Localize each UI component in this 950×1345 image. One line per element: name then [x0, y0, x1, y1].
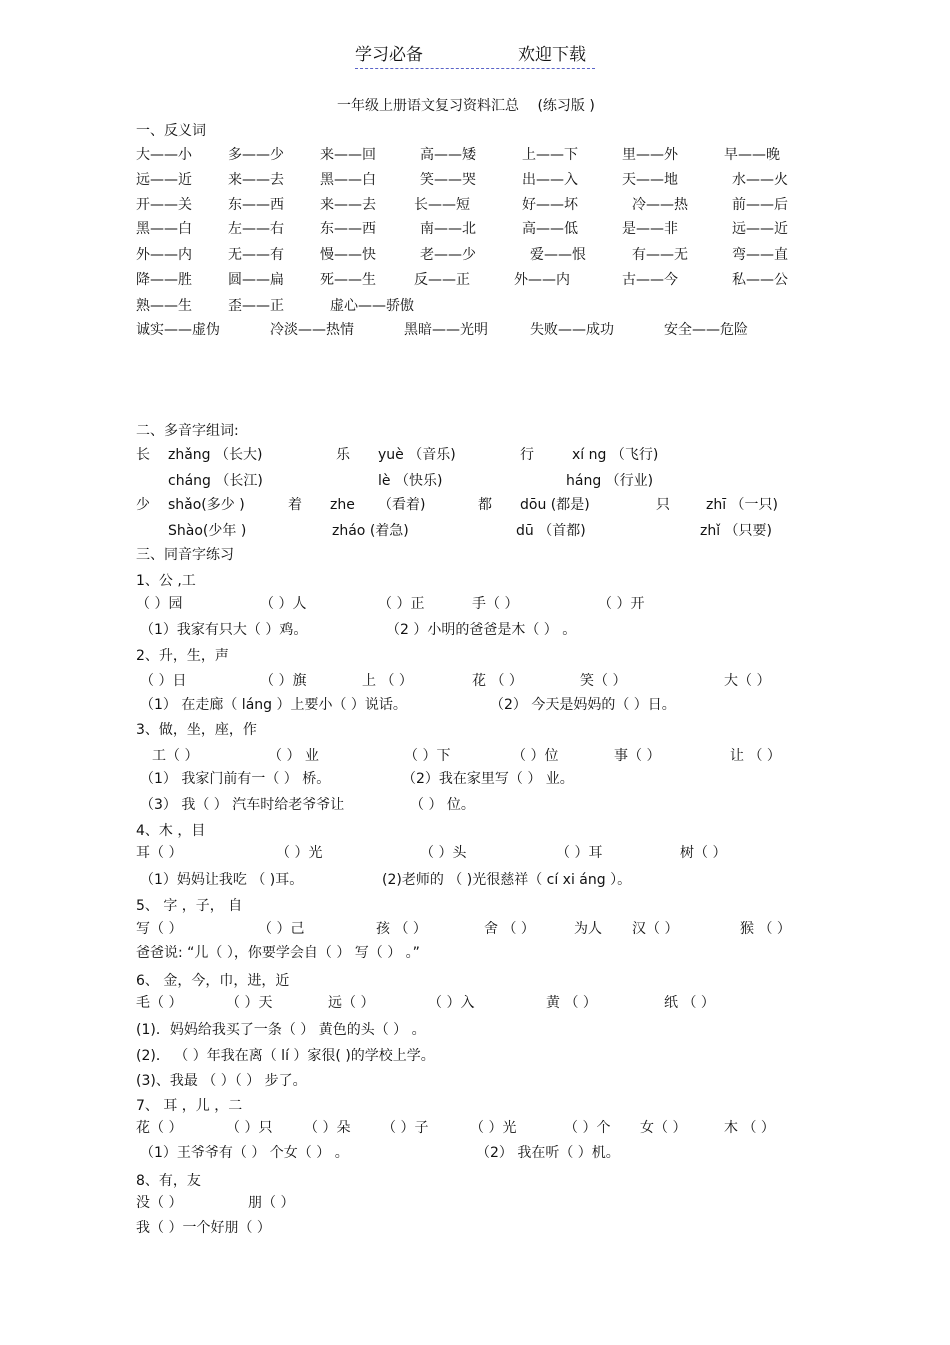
worksheet-text: （ ）下 — [404, 748, 451, 764]
worksheet-line — [0, 1071, 950, 1091]
header-right-text: 欢迎下载 — [518, 45, 586, 65]
worksheet-text: 冷淡——热情 — [270, 322, 354, 338]
worksheet-text: （ ）旗 — [260, 673, 307, 689]
worksheet-text: 大——小 — [136, 147, 192, 163]
worksheet-text: 来——去 — [320, 197, 376, 213]
worksheet-text: 5、 字 ，子， 自 — [136, 898, 243, 914]
worksheet-text: lè （快乐) — [378, 473, 443, 489]
worksheet-text: 黑暗——光明 — [404, 322, 488, 338]
worksheet-text: (2)老师的 （ )光很慈祥（ cí xi áng ）。 — [382, 872, 632, 888]
worksheet-line — [0, 746, 950, 766]
worksheet-text: 诚实——虚伪 — [136, 322, 220, 338]
worksheet-text: 少 — [136, 497, 150, 513]
worksheet-text: 着 — [288, 497, 302, 513]
worksheet-text: 多——少 — [228, 147, 284, 163]
worksheet-text: 花（ ） — [136, 1120, 183, 1136]
worksheet-text: zhǐ （只要) — [700, 523, 773, 539]
worksheet-text: 熟——生 — [136, 298, 192, 314]
worksheet-text: 舍 （ ） — [484, 921, 535, 937]
worksheet-text: 私——公 — [732, 272, 788, 288]
worksheet-text: 死——生 — [320, 272, 376, 288]
worksheet-line — [0, 521, 950, 541]
worksheet-text: （1） 我家门前有一（ ） 桥。 — [140, 771, 331, 787]
worksheet-line — [0, 769, 950, 789]
worksheet-text: 东——西 — [320, 221, 376, 237]
worksheet-text: （ ） 业 — [268, 748, 319, 764]
worksheet-text: 水——火 — [732, 172, 788, 188]
worksheet-text: （ ） 位。 — [410, 797, 475, 813]
header-left-text: 学习必备 — [355, 45, 423, 65]
worksheet-text: 上——下 — [522, 147, 578, 163]
worksheet-text: (1)．妈妈给我买了一条（ ） 黄色的头（ ） 。 — [136, 1022, 426, 1038]
worksheet-text: 歪——正 — [228, 298, 284, 314]
worksheet-text: 东——西 — [228, 197, 284, 213]
worksheet-text: （2） 我在听（ ）机。 — [476, 1145, 620, 1161]
worksheet-text: 高——低 — [522, 221, 578, 237]
worksheet-text: （1）我家有只大（ ）鸡。 — [140, 622, 308, 638]
worksheet-text: 爱——恨 — [530, 247, 586, 263]
worksheet-line — [0, 843, 950, 863]
worksheet-text: 黄 （ ） — [546, 995, 597, 1011]
worksheet-text: （ ）人 — [260, 596, 307, 612]
worksheet-text: 三、同音字练习 — [136, 547, 234, 563]
worksheet-text: xí ng （飞行) — [572, 447, 659, 463]
worksheet-text: （ ）子 — [382, 1120, 429, 1136]
worksheet-text: （ ）日 — [140, 673, 187, 689]
worksheet-text: 长 — [136, 447, 150, 463]
worksheet-text: 远——近 — [136, 172, 192, 188]
worksheet-text: 天——地 — [622, 172, 678, 188]
worksheet-text: （ ）只 — [226, 1120, 273, 1136]
worksheet-line — [0, 170, 950, 190]
worksheet-line — [0, 219, 950, 239]
worksheet-text: 降——胜 — [136, 272, 192, 288]
worksheet-line — [0, 620, 950, 640]
worksheet-text: 纸 （ ） — [664, 995, 715, 1011]
worksheet-text: 1、公 ,工 — [136, 573, 196, 589]
worksheet-text: 手（ ） — [472, 596, 519, 612]
worksheet-text: 虚心——骄傲 — [330, 298, 414, 314]
worksheet-text: 远——近 — [732, 221, 788, 237]
worksheet-text: 2、升，生，声 — [136, 648, 229, 664]
worksheet-line — [0, 896, 950, 916]
worksheet-line — [0, 445, 950, 465]
worksheet-text: 冷——热 — [632, 197, 688, 213]
worksheet-text: 耳（ ） — [136, 845, 183, 861]
worksheet-text: （ ）位 — [512, 748, 559, 764]
worksheet-line — [0, 720, 950, 740]
worksheet-text: 只 — [656, 497, 670, 513]
worksheet-text: cháng （长江) — [168, 473, 263, 489]
worksheet-text: 树（ ） — [680, 845, 727, 861]
worksheet-text: 南——北 — [420, 221, 476, 237]
worksheet-line — [0, 993, 950, 1013]
worksheet-line — [0, 1118, 950, 1138]
worksheet-text: háng （行业) — [566, 473, 654, 489]
worksheet-text: 我（ ）一个好朋（ ） — [136, 1220, 271, 1236]
worksheet-line — [0, 296, 950, 316]
worksheet-text: 女（ ） — [640, 1120, 687, 1136]
worksheet-line — [0, 320, 950, 340]
worksheet-line — [0, 121, 950, 141]
worksheet-text: （ ）己 — [258, 921, 305, 937]
worksheet-line — [0, 1171, 950, 1191]
worksheet-text: zhī （一只) — [706, 497, 779, 513]
worksheet-line — [0, 1143, 950, 1163]
worksheet-text: 大（ ） — [724, 673, 771, 689]
worksheet-text: （ ）开 — [598, 596, 645, 612]
worksheet-line — [0, 943, 950, 963]
worksheet-text: 弯——直 — [732, 247, 788, 263]
worksheet-text: 汉（ ） — [632, 921, 679, 937]
worksheet-text: （2）我在家里写（ ） 业。 — [402, 771, 574, 787]
worksheet-text: （ ）个 — [564, 1120, 611, 1136]
page-header-banner — [355, 40, 595, 69]
worksheet-text: 4、木 ，目 — [136, 823, 206, 839]
worksheet-text: 事（ ） — [614, 748, 661, 764]
worksheet-text: 黑——白 — [136, 221, 192, 237]
worksheet-text: 失败——成功 — [530, 322, 614, 338]
worksheet-line — [0, 471, 950, 491]
worksheet-text: shǎo(多少 ) — [168, 497, 245, 513]
worksheet-text: Shào(少年 ) — [168, 523, 247, 539]
worksheet-text: （1）妈妈让我吃 （ )耳。 — [140, 872, 304, 888]
worksheet-text: （ ）耳 — [556, 845, 603, 861]
worksheet-text: 上 （ ） — [362, 673, 413, 689]
worksheet-text: 6、 金，今，巾，进，近 — [136, 973, 290, 989]
worksheet-text: （2） 今天是妈妈的（ ）日。 — [490, 697, 676, 713]
worksheet-text: 毛（ ） — [136, 995, 183, 1011]
worksheet-line — [0, 195, 950, 215]
worksheet-line — [0, 145, 950, 165]
worksheet-text: 里——外 — [622, 147, 678, 163]
worksheet-line — [0, 245, 950, 265]
worksheet-text: 慢——快 — [320, 247, 376, 263]
worksheet-line — [0, 646, 950, 666]
worksheet-text: 安全——危险 — [664, 322, 748, 338]
worksheet-text: （ ）头 — [420, 845, 467, 861]
worksheet-text: 8、有，友 — [136, 1173, 201, 1189]
worksheet-text: 外——内 — [514, 272, 570, 288]
worksheet-text: zhǎng （长大) — [168, 447, 263, 463]
worksheet-text: 出——入 — [522, 172, 578, 188]
worksheet-text: 为人 — [574, 921, 602, 937]
worksheet-text: 工（ ） — [152, 748, 199, 764]
worksheet-text: 开——关 — [136, 197, 192, 213]
worksheet-text: dū （首都) — [516, 523, 586, 539]
worksheet-text: 爸爸说: “儿（ ），你要学会自（ ） 写（ ） 。” — [136, 945, 420, 961]
worksheet-line — [0, 270, 950, 290]
worksheet-text: 猴 （ ） — [740, 921, 791, 937]
worksheet-line — [0, 971, 950, 991]
worksheet-text: （ ）园 — [136, 596, 183, 612]
worksheet-text: 一、反义词 — [136, 123, 206, 139]
worksheet-text: （3） 我（ ） 汽车时给老爷爷让 — [140, 797, 345, 813]
worksheet-text: （ ）入 — [428, 995, 475, 1011]
worksheet-text: （1） 在走廊（ láng ）上要小（ ）说话。 — [140, 697, 407, 713]
worksheet-line — [0, 695, 950, 715]
worksheet-line — [0, 1096, 950, 1116]
worksheet-text: (2)． （ ）年我在离（ lí ）家很( )的学校上学。 — [136, 1048, 435, 1064]
worksheet-text: 无——有 — [228, 247, 284, 263]
worksheet-text: 早——晚 — [724, 147, 780, 163]
worksheet-line — [0, 1046, 950, 1066]
worksheet-text: 前——后 — [732, 197, 788, 213]
document-title: 一年级上册语文复习资料汇总 (练习版 ) — [337, 98, 595, 114]
worksheet-line — [0, 1020, 950, 1040]
worksheet-line — [0, 919, 950, 939]
worksheet-text: 3、做，坐，座，作 — [136, 722, 257, 738]
worksheet-text: 行 — [520, 447, 534, 463]
worksheet-text: 老——少 — [420, 247, 476, 263]
worksheet-text: 朋（ ） — [248, 1195, 295, 1211]
worksheet-text: 左——右 — [228, 221, 284, 237]
worksheet-text: 来——回 — [320, 147, 376, 163]
worksheet-line — [0, 545, 950, 565]
worksheet-text: 古——今 — [622, 272, 678, 288]
worksheet-text: 乐 — [336, 447, 350, 463]
worksheet-line — [0, 594, 950, 614]
worksheet-text: 木 （ ） — [724, 1120, 775, 1136]
worksheet-text: dōu (都是) — [520, 497, 590, 513]
worksheet-line — [0, 421, 950, 441]
worksheet-text: 让 （ ） — [730, 748, 781, 764]
worksheet-text: 高——矮 — [420, 147, 476, 163]
worksheet-line — [0, 571, 950, 591]
worksheet-text: 是——非 — [622, 221, 678, 237]
worksheet-line — [0, 1218, 950, 1238]
worksheet-text: 反——正 — [414, 272, 470, 288]
worksheet-text: 远（ ） — [328, 995, 375, 1011]
worksheet-text: （ ）光 — [470, 1120, 517, 1136]
worksheet-text: 笑（ ） — [580, 673, 627, 689]
worksheet-text: yuè （音乐) — [378, 447, 456, 463]
worksheet-text: （ ）光 — [276, 845, 323, 861]
worksheet-line — [0, 495, 950, 515]
worksheet-text: （ ）朵 — [304, 1120, 351, 1136]
worksheet-line — [0, 821, 950, 841]
worksheet-text: 写（ ） — [136, 921, 183, 937]
worksheet-text: zháo (着急) — [332, 523, 409, 539]
worksheet-text: 7、 耳 ，儿 ，二 — [136, 1098, 243, 1114]
worksheet-text: zhe — [330, 497, 355, 513]
worksheet-text: （ ）正 — [378, 596, 425, 612]
worksheet-text: 黑——白 — [320, 172, 376, 188]
worksheet-line — [0, 1193, 950, 1213]
worksheet-text: 没（ ） — [136, 1195, 183, 1211]
worksheet-text: 孩 （ ） — [376, 921, 427, 937]
worksheet-text: 来——去 — [228, 172, 284, 188]
worksheet-text: 外——内 — [136, 247, 192, 263]
worksheet-text: （看着) — [378, 497, 426, 513]
worksheet-line — [0, 870, 950, 890]
worksheet-text: 圆——扁 — [228, 272, 284, 288]
worksheet-text: 长——短 — [414, 197, 470, 213]
worksheet-text: 二、多音字组词: — [136, 423, 239, 439]
worksheet-line — [0, 671, 950, 691]
worksheet-text: 有——无 — [632, 247, 688, 263]
worksheet-text: 笑——哭 — [420, 172, 476, 188]
worksheet-text: 花 （ ） — [472, 673, 523, 689]
worksheet-text: （1）王爷爷有（ ） 个女（ ） 。 — [140, 1145, 349, 1161]
worksheet-text: 都 — [478, 497, 492, 513]
worksheet-text: 好——坏 — [522, 197, 578, 213]
worksheet-text: (3)、我最 （ ）（ ） 步了。 — [136, 1073, 307, 1089]
worksheet-line — [0, 795, 950, 815]
worksheet-text: （ ）天 — [226, 995, 273, 1011]
worksheet-text: （2 ）小明的爸爸是木（ ） 。 — [386, 622, 577, 638]
